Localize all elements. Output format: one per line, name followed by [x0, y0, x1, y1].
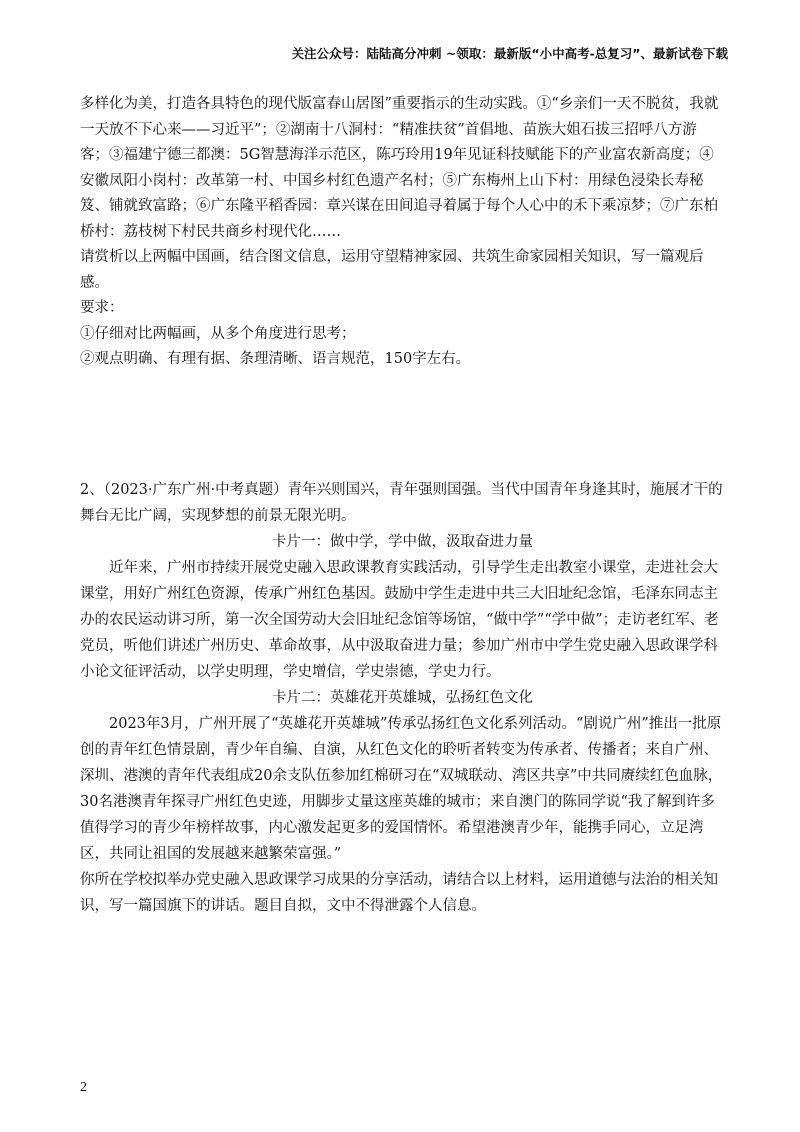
question2-task: 你所在学校拟举办党史融入思政课学习成果的分享活动，请结合以上材料，运用道德与法治的相关知识，写一篇国旗下的讲话。题目自拟，文中不得泄露个人信息。: [80, 871, 718, 914]
page-number: 2: [80, 1080, 87, 1095]
requirement-2: ②观点明确、有理有据、条理清晰、语言规范，150字左右。: [80, 351, 471, 367]
section1-paragraph: 多样化为美，打造各具特色的现代版富春山居图”重要指示的生动实践。①“乡亲们一天不脱贫，我就一天放不下心来——习近平”；②湖南十八洞村：“精准扶贫”首倡地、苗族大姐石拔三招呼八方游客；③福建宁德三都澳：5G智慧海洋示范区，陈巧玲用19年见证科技赋能下的产业富农新高度；④安徽凤阳小岗村：改革第一村、中国乡村红色遗产名村；⑤广东梅州上山下村：用绿色浸染长寿秘笈、铺就致富路；⑥广东隆平稻香园：章兴谋在田间追寻着属于每个人心中的禾下乘凉梦；⑦广东柏桥村：荔枝树下村民共商乡村现代化……: [80, 96, 719, 240]
requirements-title: 要求：: [80, 300, 124, 316]
requirement-1: ①仔细对比两幅画，从多个角度进行思考；: [80, 325, 356, 342]
question2-intro: 2、（2023·广东广州·中考真题）青年兴则国兴，青年强则国强。当代中国青年身逢其时，施展才干的舞台无比广阔，实现梦想的前景无限光明。: [80, 481, 723, 524]
page-content: [80, 92, 725, 919]
section1-task: 请赏析以上两幅中国画，结合图文信息，运用守望精神家园、共筑生命家园相关知识，写一篇观后感。: [80, 249, 704, 291]
page-header: 关注公众号：陆陆高分冲刺 ~领取：最新版“小中高考-总复习”、最新试卷下载: [291, 46, 728, 61]
card1-text: 近年来，广州市持续开展党史融入思政课教育实践活动，引导学生走出教室小课堂，走进社会大课堂，用好广州红色资源，传承广州红色基因。鼓励中学生走进中共三大旧址纪念馆，毛泽东同志主办的农民运动讲习所，第一次全国劳动大会旧址纪念馆等场馆，“做中学”“学中做”；走访老红军、老党员，听他们讲述广州历史、革命故事，从中汲取奋进力量；参加广州市中学生党史融入思政课学科小论文征评活动，以学史明理，学史增信，学史崇德，学史力行。: [80, 559, 719, 680]
card2-text: 2023年3月，广州开展了“英雄花开英雄城”传承弘扬红色文化系列活动。“剧说广州”推出一批原创的青年红色情景剧，青少年自编、自演，从红色文化的聆听者转变为传承者、传播者；来自广州、深圳、港澳的青年代表组成20余支队伍参加红棉研习在“双城联动、湾区共享”中共同赓续红色血脉，30名港澳青年探寻广州红色史迹，用脚步丈量这座英雄的城市；来自澳门的陈同学说“我了解到许多值得学习的青少年榜样故事，内心激发起更多的爱国情怀。希望港澳青少年，能携手同心，立足湾区，共同让祖国的发展越来越繁荣富强。”: [80, 715, 723, 862]
card2-title: 卡片二：英雄花开英雄城，弘扬红色文化: [272, 689, 533, 706]
card1-title: 卡片一：做中学，学中做，汲取奋进力量: [272, 533, 533, 550]
answer-space: [80, 373, 725, 477]
